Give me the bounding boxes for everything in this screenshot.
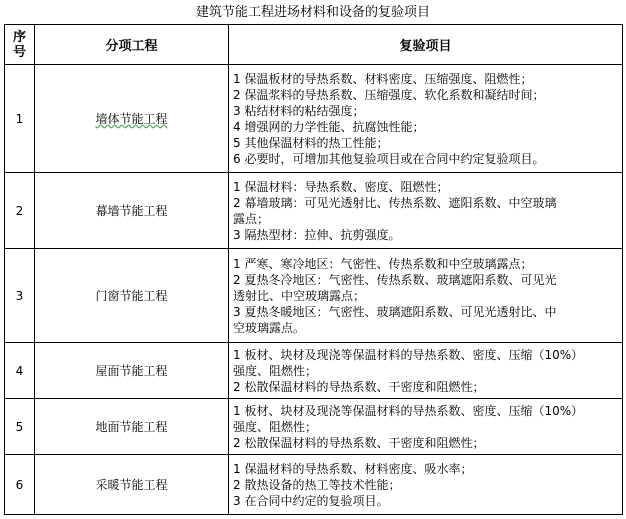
header-project: 分项工程 (35, 25, 229, 65)
item-line: 4 增强网的力学性能、抗腐蚀性能； (233, 119, 425, 134)
item-line: 1 板材、块材及现浇等保温材料的导热系数、密度、压缩（10%） (233, 403, 584, 418)
table-row (5, 455, 623, 515)
row-project (35, 65, 229, 173)
header-items: 复验项目 (229, 25, 623, 65)
row-items (229, 65, 623, 173)
table-row (5, 173, 623, 249)
item-line: 1 严寒、寒冷地区：气密性、传热系数和中空玻璃露点； (233, 256, 533, 271)
table-row (5, 399, 623, 455)
row-project: 采暖节能工程 (35, 455, 229, 515)
row-items (229, 249, 623, 343)
item-line: 空玻璃露点。 (233, 320, 306, 335)
row-items (229, 343, 623, 399)
item-line: 6 必要时，可增加其他复验项目或在合同中约定复验项目。 (233, 151, 545, 166)
header-seq-line1: 序 (12, 29, 26, 45)
row-project: 地面节能工程 (35, 399, 229, 455)
row-seq: 2 (5, 173, 35, 249)
row-project: 屋面节能工程 (35, 343, 229, 399)
item-line: 2 松散保温材料的导热系数、干密度和阻燃性； (233, 379, 485, 394)
item-line: 3 粘结材料的粘结强度； (233, 103, 365, 118)
item-line: 1 保温板材的导热系数、材料密度、压缩强度、阻燃性； (233, 71, 533, 86)
row-items (229, 455, 623, 515)
recheck-items-table (4, 24, 623, 515)
row-seq: 5 (5, 399, 35, 455)
row-project: 门窗节能工程 (35, 249, 229, 343)
row-seq: 6 (5, 455, 35, 515)
item-line: 强度、阻燃性； (233, 363, 318, 378)
row-seq: 4 (5, 343, 35, 399)
item-line: 3 夏热冬暖地区：气密性、玻璃遮阳系数、可见光透射比、中 (233, 304, 557, 319)
row-project: 幕墙节能工程 (35, 173, 229, 249)
item-line: 2 夏热冬冷地区：气密性、传热系数、玻璃遮阳系数、可见光 (233, 272, 557, 287)
row-items (229, 173, 623, 249)
item-line: 1 保温材料的导热系数、材料密度、吸水率； (233, 461, 473, 476)
item-line: 5 其他保温材料的热工性能； (233, 135, 389, 150)
item-line: 1 保温材料：导热系数、密度、阻燃性； (233, 179, 449, 194)
table-row (5, 249, 623, 343)
header-row (5, 25, 623, 65)
page-title: 建筑节能工程进场材料和设备的复验项目 (195, 5, 430, 20)
header-seq-line2: 号 (12, 44, 26, 60)
table-row (5, 65, 623, 173)
item-line: 2 保温浆料的导热系数、压缩强度、软化系数和凝结时间； (233, 87, 545, 102)
item-line: 2 散热设备的热工等技术性能； (233, 477, 401, 492)
item-line: 2 幕墙玻璃：可见光透射比、传热系数、遮阳系数、中空玻璃 (233, 195, 557, 210)
row-items (229, 399, 623, 455)
row-seq: 3 (5, 249, 35, 343)
item-line: 露点； (233, 211, 270, 226)
row-project-label: 墙体节能工程 (95, 112, 168, 126)
item-line: 透射比、中空玻璃露点； (233, 288, 366, 303)
row-seq: 1 (5, 65, 35, 173)
item-line: 强度、阻燃性； (233, 419, 318, 434)
table-row (5, 343, 623, 399)
item-line: 3 隔热型材：拉伸、抗剪强度。 (233, 227, 401, 242)
item-line: 3 在合同中约定的复验项目。 (233, 493, 389, 508)
header-seq (5, 25, 35, 65)
item-line: 1 板材、块材及现浇等保温材料的导热系数、密度、压缩（10%） (233, 347, 584, 362)
item-line: 2 松散保温材料的导热系数、干密度和阻燃性； (233, 435, 485, 450)
